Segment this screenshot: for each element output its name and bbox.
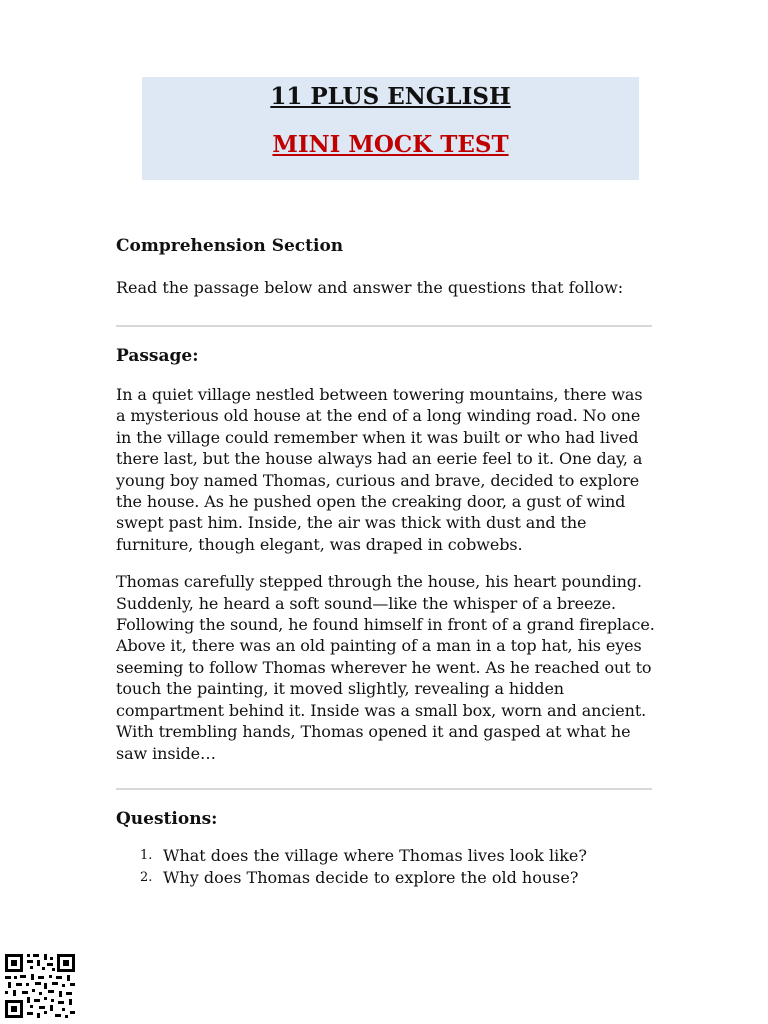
document-content [116, 236, 656, 889]
passage-heading: Passage: [116, 346, 199, 366]
question-item [116, 845, 656, 867]
comprehension-heading: Comprehension Section [116, 236, 344, 256]
questions-list [116, 845, 656, 889]
passage-paragraph-1: In a quiet village nestled between towering mountains, there was a mysterious old house at the end of a long winding road. No one in the village could remember when it was built or who had lived there last, but the house always had an eerie feel to it. One day, a young boy named Thomas, curious and brave, decided to explore the house. As he pushed open the creaking door, a gust of wind swept past him. Inside, the air was thick with dust and the furniture, though elegant, was draped in cobwebs. [116, 385, 643, 554]
title-main: 11 PLUS ENGLISH [270, 83, 511, 110]
question-text: Why does Thomas decide to explore the old house? [163, 867, 579, 887]
question-item [116, 867, 656, 889]
divider [116, 788, 652, 790]
passage-paragraph-2: Thomas carefully stepped through the house, his heart pounding. Suddenly, he heard a soft sound—like the whisper of a breeze. Following the sound, he found himself in front of a grand fireplace. Above it, there was an old painting of a man in a top hat, his eyes seeming to follow Thomas wherever he went. As he reached out to touch the painting, it moved slightly, revealing a hidden compartment behind it. Inside was a small box, worn and ancient. With trembling hands, Thomas opened it and gasped at what he saw inside… [116, 572, 655, 763]
question-text: What does the village where Thomas lives look like? [163, 845, 587, 865]
divider [116, 325, 652, 327]
title-sub: MINI MOCK TEST [272, 131, 509, 158]
questions-heading: Questions: [116, 808, 218, 829]
question-number: 1. [140, 847, 153, 863]
instructions-text: Read the passage below and answer the questions that follow: [116, 278, 624, 297]
qr-code-icon[interactable] [4, 953, 76, 1019]
title-banner [142, 77, 639, 180]
question-number: 2. [140, 869, 153, 885]
